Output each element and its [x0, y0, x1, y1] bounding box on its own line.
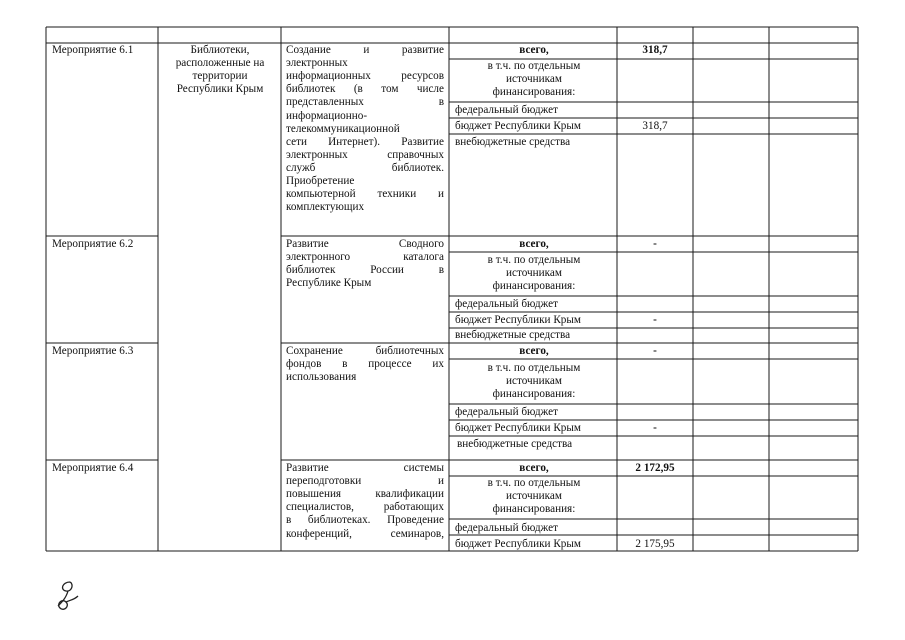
- by-source-line: источникам: [506, 73, 562, 85]
- description-line: конференций, семинаров,: [286, 527, 444, 540]
- description-line: комплектующих: [286, 201, 365, 214]
- description-line: в библиотеках. Проведение: [286, 514, 444, 527]
- total-value: -: [653, 238, 657, 250]
- description-line: электронного каталога: [286, 251, 444, 264]
- extra-budget-label: внебюджетные средства: [455, 136, 571, 148]
- by-source-line: источникам: [506, 375, 562, 387]
- federal-budget-label: федеральный бюджет: [455, 406, 558, 418]
- activity-label-6-2: Мероприятие 6.2: [52, 238, 134, 250]
- description-line: представленных в: [286, 96, 444, 109]
- extra-budget-label: внебюджетные средства: [455, 329, 571, 341]
- by-source-line: источникам: [506, 267, 562, 279]
- by-source-line: финансирования:: [492, 503, 576, 515]
- description-line: Сохранение библиотечных: [286, 345, 444, 357]
- handwritten-page-number: [48, 578, 88, 614]
- description-line: Приобретение: [286, 175, 355, 187]
- total-label: всего,: [519, 462, 549, 474]
- total-value: 318,7: [642, 44, 668, 56]
- description-line: телекоммуникационной: [286, 122, 400, 135]
- republic-budget-label: бюджет Республики Крым: [455, 422, 581, 434]
- by-source-line: финансирования:: [492, 86, 576, 98]
- by-source-line: в т.ч. по отдельным: [487, 362, 581, 374]
- executor-line: расположенные на: [175, 57, 265, 69]
- description-line: компьютерной техники и: [286, 188, 444, 201]
- description-line: библиотек (в том числе: [286, 83, 444, 96]
- description-line: специалистов, работающих: [286, 501, 444, 514]
- by-source-line: финансирования:: [492, 280, 576, 292]
- extra-budget-label: внебюджетные средства: [457, 438, 573, 450]
- activity-label-6-4: Мероприятие 6.4: [52, 462, 134, 474]
- total-value: -: [653, 345, 657, 357]
- description-line: информационных ресурсов: [286, 70, 444, 83]
- by-source-line: в т.ч. по отдельным: [487, 60, 581, 72]
- executor-line: Библиотеки,: [190, 44, 250, 56]
- description-line: фондов в процессе их: [286, 358, 444, 371]
- description-line: электронных: [286, 57, 348, 70]
- republic-budget-label: бюджет Республики Крым: [455, 120, 581, 132]
- by-source-line: в т.ч. по отдельным: [487, 254, 581, 266]
- republic-value: -: [653, 314, 657, 326]
- total-label: всего,: [519, 44, 549, 56]
- by-source-line: финансирования:: [492, 388, 576, 400]
- description-line: служб библиотек.: [286, 161, 444, 174]
- description-line: Развитие системы: [286, 462, 444, 474]
- federal-budget-label: федеральный бюджет: [455, 298, 558, 310]
- activity-label-6-1: Мероприятие 6.1: [52, 44, 134, 56]
- description-line: электронных справочных: [286, 148, 444, 161]
- by-source-line: в т.ч. по отдельным: [487, 477, 581, 489]
- republic-value: 318,7: [642, 120, 668, 132]
- executor-line: Республики Крым: [176, 83, 264, 95]
- executor-line: территории: [192, 70, 248, 82]
- description-line: Развитие Сводного: [286, 238, 444, 250]
- description-line: библиотек России в: [286, 264, 444, 277]
- republic-value: 2 175,95: [635, 538, 675, 550]
- total-label: всего,: [519, 238, 549, 250]
- description-line: использования: [286, 371, 357, 384]
- description-line: переподготовки и: [286, 475, 444, 488]
- republic-budget-label: бюджет Республики Крым: [455, 314, 581, 326]
- description-line: повышения квалификации: [286, 488, 444, 501]
- description-line: Создание и развитие: [286, 44, 444, 56]
- federal-budget-label: федеральный бюджет: [455, 522, 558, 534]
- total-label: всего,: [519, 345, 549, 357]
- description-line: информационно-: [286, 109, 368, 122]
- by-source-line: источникам: [506, 490, 562, 502]
- description-line: сети Интернет). Развитие: [286, 135, 444, 148]
- republic-budget-label: бюджет Республики Крым: [455, 538, 581, 550]
- total-value: 2 172,95: [635, 462, 675, 474]
- description-line: Республике Крым: [286, 277, 372, 290]
- republic-value: -: [653, 422, 657, 434]
- activity-label-6-3: Мероприятие 6.3: [52, 345, 134, 357]
- federal-budget-label: федеральный бюджет: [455, 104, 558, 116]
